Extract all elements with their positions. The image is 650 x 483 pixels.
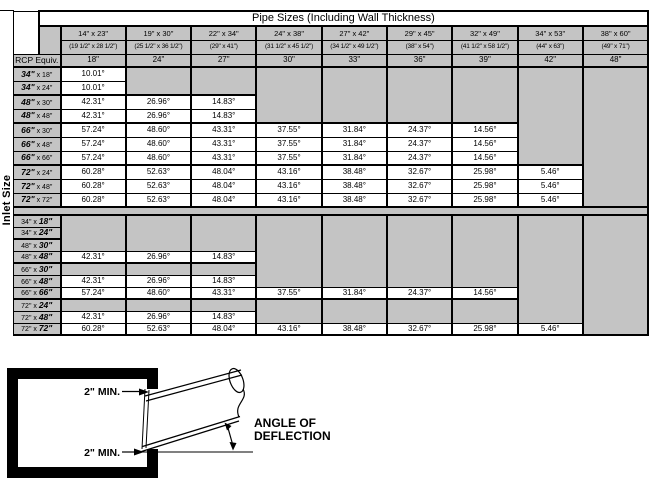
deflection-angle-value: 14.56° [452,137,517,151]
deflection-angle-value: 48.04° [191,193,256,207]
wall-thickness-header: (31 1/2" x 45 1/2") [256,40,321,54]
header-corner-cell [39,26,61,54]
rcp-equiv-header: 42" [518,54,583,67]
wall-thickness-header: (38" x 54") [387,40,452,54]
deflection-angle-value: 31.84° [322,123,387,137]
deflection-angle-value: 38.48° [322,193,387,207]
table-row [14,165,649,179]
min-clearance-label-top: 2" MIN. [84,386,120,398]
row-label: 72" x 24" [14,299,61,311]
deflection-angle-value: 25.98° [452,193,517,207]
empty-cell [191,215,256,251]
deflection-angle-value: 14.83° [191,311,256,323]
wall-thickness-header: (44" x 63") [518,40,583,54]
pipe-size-header: 32" x 49" [452,26,517,40]
angle-arrow [225,423,237,451]
empty-cell [518,67,583,165]
header-row-rcp [14,54,649,67]
deflection-angle-value: 24.37° [387,151,452,165]
deflection-angle-value: 31.84° [322,137,387,151]
row-label: 66" x 48" [14,275,61,287]
deflection-angle-value: 5.46° [518,179,583,193]
deflection-angle-value: 14.56° [452,123,517,137]
row-label: 66" x 66" [14,287,61,299]
table-row [14,215,649,227]
wall-thickness-header: (49" x 71") [583,40,648,54]
table-row [14,67,649,81]
pipe-size-header: 22" x 34" [191,26,256,40]
deflection-angle-value: 42.31° [61,95,126,109]
deflection-angle-value: 43.16° [256,179,321,193]
empty-cell [322,67,387,123]
rcp-equiv-header: 18" [61,54,126,67]
deflection-angle-value: 25.98° [452,323,517,335]
deflection-angle-value: 57.24° [61,137,126,151]
deflection-angle-value: 60.28° [61,193,126,207]
deflection-angle-value: 52.63° [126,165,191,179]
empty-cell [126,263,191,275]
empty-cell [126,67,191,95]
inlet-box-wall [7,368,158,478]
deflection-angle-value: 14.83° [191,95,256,109]
deflection-angle-value: 14.83° [191,251,256,263]
deflection-angle-value: 32.67° [387,193,452,207]
wall-thickness-header: (29" x 41") [191,40,256,54]
table-row [14,193,649,207]
deflection-angle-value: 14.83° [191,275,256,287]
empty-cell [191,67,256,95]
row-label: 72" x 48" [14,311,61,323]
table-body [14,11,649,335]
rcp-equiv-header: 48" [583,54,648,67]
deflection-angle-value: 43.16° [256,165,321,179]
deflection-angle-value: 38.48° [322,165,387,179]
corner-gap [14,11,39,26]
block-separator-cell [14,207,649,215]
deflection-angle-value: 14.56° [452,151,517,165]
deflection-angle-value: 5.46° [518,193,583,207]
empty-cell [322,299,387,323]
deflection-angle-value: 48.60° [126,287,191,299]
empty-cell [256,299,321,323]
min-clearance-label-bottom: 2" MIN. [84,447,120,459]
deflection-angle-value: 24.37° [387,137,452,151]
block-separator [14,207,649,215]
deflection-angle-value: 38.48° [322,179,387,193]
deflection-angle-value: 32.67° [387,323,452,335]
pipe-size-header: 24" x 38" [256,26,321,40]
empty-cell [126,299,191,311]
deflection-angle-value: 24.37° [387,123,452,137]
empty-cell [126,215,191,251]
deflection-angle-value: 43.31° [191,123,256,137]
deflection-angle-value: 25.98° [452,179,517,193]
title-row [14,11,649,26]
row-label: 66" x 48" [14,137,61,151]
deflection-angle-value: 26.96° [126,275,191,287]
deflection-angle-value: 14.56° [452,287,517,299]
deflection-angle-value: 37.55° [256,287,321,299]
table-title: Pipe Sizes (Including Wall Thickness) [39,11,649,26]
header-row-sizes [14,26,649,40]
deflection-angle-value: 26.96° [126,109,191,123]
rcp-equiv-header: 39" [452,54,517,67]
deflection-angle-value: 37.55° [256,123,321,137]
table-row [14,179,649,193]
deflection-angle-value: 25.98° [452,165,517,179]
svg-text:DEFLECTION: DEFLECTION [254,429,331,443]
empty-cell [387,215,452,287]
deflection-angle-value: 37.55° [256,137,321,151]
empty-cell [61,299,126,311]
empty-cell [452,299,517,323]
deflection-diagram [5,360,345,483]
deflection-angle-value: 32.67° [387,165,452,179]
empty-cell [452,67,517,123]
pipe-sizes-table [13,10,649,336]
pipe-size-header: 19" x 30" [126,26,191,40]
deflection-angle-value: 52.63° [126,323,191,335]
min-clearance-arrow-bottom [122,449,144,456]
header-row-wall [14,40,649,54]
row-label: 48" x 30" [14,95,61,109]
svg-text:ANGLE OF: ANGLE OF [254,416,316,430]
pipe-size-header: 29" x 45" [387,26,452,40]
deflection-angle-value: 57.24° [61,123,126,137]
deflection-angle-value: 5.46° [518,323,583,335]
deflection-angle-value: 32.67° [387,179,452,193]
deflection-angle-value: 43.31° [191,137,256,151]
deflection-angle-value: 52.63° [126,193,191,207]
row-label: 72" x 72" [14,323,61,335]
deflection-angle-value: 24.37° [387,287,452,299]
rcp-equiv-header: 30" [256,54,321,67]
row-label: 48" x 30" [14,239,61,251]
row-label: 34" x 18" [14,215,61,227]
empty-cell [61,263,126,275]
deflection-angle-value: 60.28° [61,179,126,193]
table-edge-line [0,10,14,11]
row-label: 66" x 30" [14,123,61,137]
deflection-angle-value: 60.28° [61,323,126,335]
rcp-equiv-header: 33" [322,54,387,67]
wall-thickness-header: (25 1/2" x 36 1/2") [126,40,191,54]
empty-cell [191,299,256,311]
deflection-angle-value: 43.16° [256,193,321,207]
corner-gap [14,26,39,54]
empty-cell [583,67,648,207]
row-label: 48" x 48" [14,251,61,263]
row-label: 72" x 48" [14,179,61,193]
row-label: 72" x 72" [14,193,61,207]
deflection-angle-value: 42.31° [61,251,126,263]
row-label: 72" x 24" [14,165,61,179]
deflection-angle-value: 48.60° [126,151,191,165]
deflection-angle-value: 10.01° [61,67,126,81]
empty-cell [191,263,256,275]
deflection-angle-value: 48.04° [191,323,256,335]
deflection-angle-value: 14.83° [191,109,256,123]
deflection-angle-value: 42.31° [61,109,126,123]
rcp-equiv-header: 36" [387,54,452,67]
deflection-angle-value: 31.84° [322,287,387,299]
inlet-size-axis-label: Inlet Size [1,174,13,226]
wall-thickness-header: (41 1/2" x 58 1/2") [452,40,517,54]
deflection-angle-value: 42.31° [61,275,126,287]
row-label: 34" x 18" [14,67,61,81]
deflection-angle-value: 43.31° [191,287,256,299]
deflection-angle-value: 42.31° [61,311,126,323]
empty-cell [256,67,321,123]
deflection-angle-value: 37.55° [256,151,321,165]
empty-cell [61,215,126,251]
row-label: 48" x 48" [14,109,61,123]
deflection-angle-value: 26.96° [126,95,191,109]
pipe-break-line [238,389,245,417]
pipe-size-header: 34" x 53" [518,26,583,40]
deflection-angle-value: 60.28° [61,165,126,179]
empty-cell [322,215,387,287]
wall-opening-face [142,389,149,449]
pipe-size-header: 38" x 60" [583,26,648,40]
deflection-angle-value: 10.01° [61,81,126,95]
deflection-angle-value: 38.48° [322,323,387,335]
empty-cell [518,215,583,323]
empty-cell [256,215,321,287]
deflection-angle-value: 48.60° [126,137,191,151]
empty-cell [583,215,648,335]
angle-of-deflection-label [254,416,331,443]
deflection-angle-value: 43.31° [191,151,256,165]
empty-cell [387,299,452,323]
rcp-equiv-label: RCP Equiv. [14,54,61,67]
rcp-equiv-header: 27" [191,54,256,67]
row-label: 34" x 24" [14,81,61,95]
deflection-angle-value: 52.63° [126,179,191,193]
row-label: 66" x 66" [14,151,61,165]
deflection-angle-value: 31.84° [322,151,387,165]
deflection-angle-value: 26.96° [126,311,191,323]
empty-cell [387,67,452,123]
wall-thickness-header: (19 1/2" x 28 1/2") [61,40,126,54]
table-row [14,323,649,335]
deflection-angle-value: 48.04° [191,165,256,179]
deflection-angle-value: 57.24° [61,151,126,165]
deflection-angle-value: 57.24° [61,287,126,299]
row-label: 66" x 30" [14,263,61,275]
pipe-size-header: 14" x 23" [61,26,126,40]
deflection-angle-value: 5.46° [518,165,583,179]
rcp-equiv-header: 24" [126,54,191,67]
row-label: 34" x 24" [14,227,61,239]
deflection-angle-value: 26.96° [126,251,191,263]
deflection-angle-value: 48.04° [191,179,256,193]
pipe-size-header: 27" x 42" [322,26,387,40]
empty-cell [452,215,517,287]
deflection-angle-value: 43.16° [256,323,321,335]
wall-thickness-header: (34 1/2" x 49 1/2") [322,40,387,54]
deflection-angle-value: 48.60° [126,123,191,137]
